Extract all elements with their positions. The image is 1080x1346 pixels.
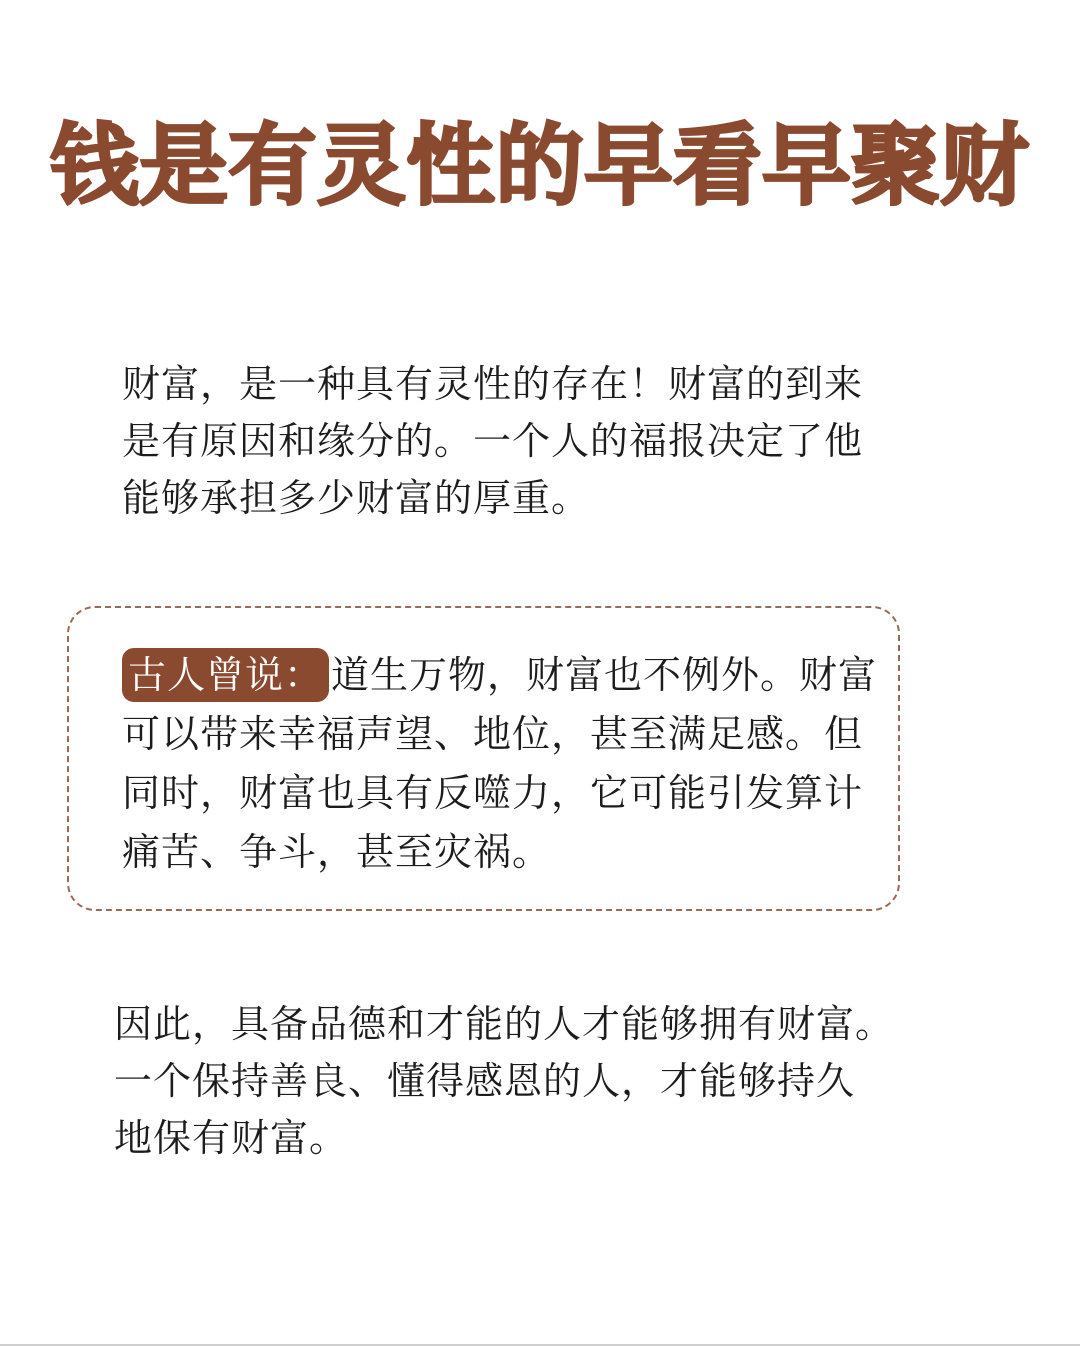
conclusion-line: 一个保持善良、懂得感恩的人，才能够持久 xyxy=(114,1059,856,1103)
conclusion-line: 因此，具备品德和才能的人才能够拥有财富。 xyxy=(114,1002,895,1046)
intro-line: 财富，是一种具有灵性的存在！财富的到来 xyxy=(122,362,864,406)
quote-tag: 古人曾说： xyxy=(122,648,329,702)
quote-first-text: 道生万物，财富也不例外。财富 xyxy=(331,653,878,697)
intro-line: 能够承担多少财富的厚重。 xyxy=(122,476,591,520)
quote-paragraph xyxy=(122,646,877,882)
quote-line: 同时，财富也具有反噬力，它可能引发算计 xyxy=(122,771,864,815)
intro-paragraph xyxy=(122,356,863,527)
intro-line: 是有原因和缘分的。一个人的福报决定了他 xyxy=(122,419,864,463)
conclusion-line: 地保有财富。 xyxy=(114,1116,349,1160)
page-title: 钱是有灵性的早看早聚财 xyxy=(50,114,1030,217)
quote-line: 痛苦、争斗，甚至灾祸。 xyxy=(122,830,552,874)
quote-line xyxy=(122,646,877,705)
quote-line: 可以带来幸福声望、地位，甚至满足感。但 xyxy=(122,712,864,756)
conclusion-paragraph xyxy=(114,996,894,1167)
